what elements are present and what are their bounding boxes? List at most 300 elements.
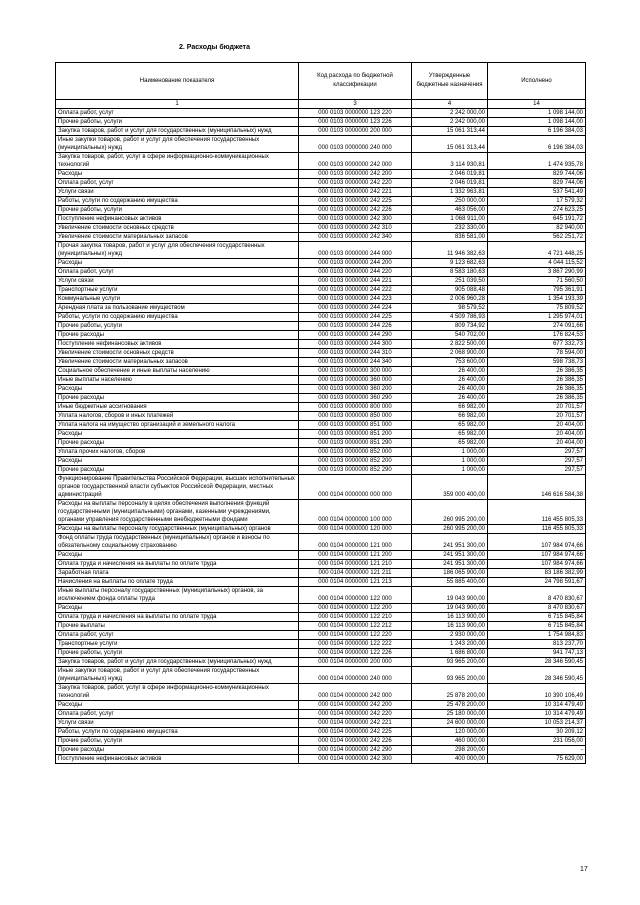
- table-row: [56, 658, 586, 667]
- table-row: [56, 233, 586, 242]
- row-code: 000 0103 0000000 244 310: [299, 349, 412, 358]
- row-name: Прочие работы, услуги: [56, 118, 299, 127]
- table-row: [56, 224, 586, 233]
- row-approved: 66 982,00: [412, 403, 488, 412]
- row-name: Прочие расходы: [56, 466, 299, 475]
- row-executed: 116 455 805,33: [488, 500, 586, 525]
- row-executed: 26 386,35: [488, 376, 586, 385]
- row-code: 000 0103 0000000 200 000: [299, 127, 412, 136]
- row-executed: 297,57: [488, 466, 586, 475]
- row-executed: 274 623,25: [488, 206, 586, 215]
- row-approved: 2 068 900,00: [412, 349, 488, 358]
- row-executed: 10 314 479,49: [488, 701, 586, 710]
- row-approved: 9 123 682,63: [412, 259, 488, 268]
- row-executed: 28 346 590,45: [488, 658, 586, 667]
- table-row: [56, 295, 586, 304]
- table-row: [56, 421, 586, 430]
- row-name: Увеличение стоимости материальных запасов: [56, 358, 299, 367]
- row-name: Фонд оплаты труда государственных (муниципальных) органов и взносы по обязательному социальному страхованию: [56, 534, 299, 551]
- row-approved: 2 930 000,00: [412, 631, 488, 640]
- row-name: Прочие работы, услуги: [56, 737, 299, 746]
- row-code: 000 0103 0000000 852 200: [299, 457, 412, 466]
- row-executed: 795 361,91: [488, 286, 586, 295]
- row-executed: 26 386,35: [488, 394, 586, 403]
- row-executed: 829 744,06: [488, 179, 586, 188]
- row-code: 000 0104 0000000 121 213: [299, 578, 412, 587]
- row-executed: 1 098 144,00: [488, 118, 586, 127]
- table-row: [56, 188, 586, 197]
- row-executed: 8 470 830,67: [488, 587, 586, 604]
- row-name: Заработная плата: [56, 569, 299, 578]
- row-approved: 26 400,00: [412, 376, 488, 385]
- row-executed: 107 984 974,66: [488, 560, 586, 569]
- row-code: 000 0103 0000000 244 300: [299, 340, 412, 349]
- table-row: [56, 179, 586, 188]
- row-name: Уплата налога на имущество организаций и земельного налога: [56, 421, 299, 430]
- row-code: 000 0103 0000000 242 220: [299, 179, 412, 188]
- row-approved: 2 046 019,81: [412, 179, 488, 188]
- row-executed: 4 721 448,25: [488, 242, 586, 259]
- row-code: 000 0103 0000000 244 221: [299, 277, 412, 286]
- table-row: [56, 403, 586, 412]
- row-code: 000 0104 0000000 242 300: [299, 755, 412, 764]
- row-code: 000 0104 0000000 121 000: [299, 534, 412, 551]
- row-name: Оплата работ, услуг: [56, 179, 299, 188]
- row-code: 000 0103 0000000 240 000: [299, 136, 412, 153]
- row-executed: 116 455 805,33: [488, 525, 586, 534]
- table-row: [56, 649, 586, 658]
- row-code: 000 0103 0000000 123 220: [299, 109, 412, 118]
- row-code: 000 0104 0000000 242 225: [299, 728, 412, 737]
- table-row: [56, 448, 586, 457]
- row-approved: 241 951 300,00: [412, 551, 488, 560]
- row-executed: 83 186 382,99: [488, 569, 586, 578]
- row-executed: 82 940,00: [488, 224, 586, 233]
- row-executed: 562 251,72: [488, 233, 586, 242]
- row-approved: 11 946 382,63: [412, 242, 488, 259]
- row-approved: 400 000,00: [412, 755, 488, 764]
- row-executed: 26 386,35: [488, 385, 586, 394]
- row-approved: 1 068 911,00: [412, 215, 488, 224]
- table-row: [56, 551, 586, 560]
- table-row: [56, 746, 586, 755]
- row-approved: 1 000,00: [412, 466, 488, 475]
- table-row: [56, 206, 586, 215]
- table-row: [56, 667, 586, 684]
- table-row: [56, 331, 586, 340]
- row-executed: 598 738,73: [488, 358, 586, 367]
- row-executed: 146 616 584,38: [488, 475, 586, 500]
- row-code: 000 0103 0000000 244 000: [299, 242, 412, 259]
- row-code: 000 0104 0000000 242 226: [299, 737, 412, 746]
- header-name: Наименование показателя: [56, 63, 299, 100]
- row-code: 000 0103 0000000 852 290: [299, 466, 412, 475]
- row-approved: 25 878 200,00: [412, 684, 488, 701]
- row-code: 000 0103 0000000 244 340: [299, 358, 412, 367]
- row-approved: 905 088,48: [412, 286, 488, 295]
- table-row: [56, 197, 586, 206]
- row-approved: 24 600 000,00: [412, 719, 488, 728]
- row-executed: 297,57: [488, 448, 586, 457]
- table-row: [56, 109, 586, 118]
- row-code: 000 0104 0000000 121 200: [299, 551, 412, 560]
- row-code: 000 0103 0000000 242 300: [299, 215, 412, 224]
- header-row: [56, 63, 586, 100]
- row-name: Прочие работы, услуги: [56, 649, 299, 658]
- table-row: [56, 737, 586, 746]
- row-name: Расходы: [56, 170, 299, 179]
- row-approved: 19 043 900,00: [412, 587, 488, 604]
- row-name: Начисления на выплаты по оплате труда: [56, 578, 299, 587]
- row-name: Иные бюджетные ассигнования: [56, 403, 299, 412]
- row-name: Уплата прочих налогов, сборов: [56, 448, 299, 457]
- row-approved: 1 332 963,81: [412, 188, 488, 197]
- row-name: Работы, услуги по содержанию имущества: [56, 313, 299, 322]
- row-executed: 1 354 193,39: [488, 295, 586, 304]
- row-approved: 260 995 200,00: [412, 525, 488, 534]
- row-name: Услуги связи: [56, 188, 299, 197]
- table-row: [56, 457, 586, 466]
- table-row: [56, 640, 586, 649]
- row-approved: 1 000,00: [412, 457, 488, 466]
- table-row: [56, 475, 586, 500]
- table-row: [56, 500, 586, 525]
- row-approved: 26 400,00: [412, 394, 488, 403]
- row-code: 000 0103 0000000 300 000: [299, 367, 412, 376]
- row-name: Оплата работ, услуг: [56, 710, 299, 719]
- row-executed: 231 056,00: [488, 737, 586, 746]
- table-row: [56, 684, 586, 701]
- expenses-table: [55, 62, 586, 764]
- row-executed: 645 191,72: [488, 215, 586, 224]
- table-row: [56, 604, 586, 613]
- row-approved: 55 885 400,00: [412, 578, 488, 587]
- table-row: [56, 136, 586, 153]
- table-row: [56, 367, 586, 376]
- row-executed: 17 579,32: [488, 197, 586, 206]
- table-row: [56, 268, 586, 277]
- row-executed: 75 809,52: [488, 304, 586, 313]
- row-name: Услуги связи: [56, 277, 299, 286]
- row-code: 000 0104 0000000 122 220: [299, 631, 412, 640]
- row-name: Иные выплаты населению: [56, 376, 299, 385]
- row-approved: 298 200,00: [412, 746, 488, 755]
- table-row: [56, 358, 586, 367]
- row-executed: 26 386,35: [488, 367, 586, 376]
- table-row: [56, 534, 586, 551]
- row-code: 000 0104 0000000 121 211: [299, 569, 412, 578]
- row-name: Прочая закупка товаров, работ и услуг для обеспечения государственных (муниципальных) нужд: [56, 242, 299, 259]
- row-name: Прочие расходы: [56, 746, 299, 755]
- row-code: 000 0104 0000000 122 200: [299, 604, 412, 613]
- row-code: 000 0103 0000000 242 226: [299, 206, 412, 215]
- row-executed: 78 594,00: [488, 349, 586, 358]
- row-name: Закупка товаров, работ и услуг для государственных (муниципальных) нужд: [56, 127, 299, 136]
- row-executed: 1 474 935,78: [488, 153, 586, 170]
- row-code: 000 0103 0000000 244 226: [299, 322, 412, 331]
- row-executed: 6 715 845,84: [488, 613, 586, 622]
- row-executed: 3 867 290,99: [488, 268, 586, 277]
- row-approved: 1 243 200,00: [412, 640, 488, 649]
- row-name: Иные выплаты персоналу государственных (муниципальных) органов, за исключением фонда оплаты труда: [56, 587, 299, 604]
- table-row: [56, 430, 586, 439]
- row-approved: 120 000,00: [412, 728, 488, 737]
- row-executed: 107 984 974,66: [488, 534, 586, 551]
- row-code: 000 0104 0000000 122 210: [299, 613, 412, 622]
- row-approved: 251 039,50: [412, 277, 488, 286]
- row-approved: 232 330,00: [412, 224, 488, 233]
- row-code: 000 0103 0000000 242 200: [299, 170, 412, 179]
- row-name: Иные закупки товаров, работ и услуг для обеспечения государственных (муниципальных) нужд: [56, 136, 299, 153]
- row-name: Прочие работы, услуги: [56, 206, 299, 215]
- row-executed: 1 295 974,01: [488, 313, 586, 322]
- row-name: Транспортные услуги: [56, 286, 299, 295]
- row-code: 000 0103 0000000 242 225: [299, 197, 412, 206]
- row-approved: 3 114 930,81: [412, 153, 488, 170]
- row-name: Расходы: [56, 430, 299, 439]
- row-code: 000 0103 0000000 244 224: [299, 304, 412, 313]
- table-row: [56, 349, 586, 358]
- row-executed: 10 390 106,49: [488, 684, 586, 701]
- row-name: Расходы: [56, 604, 299, 613]
- row-approved: 65 982,00: [412, 430, 488, 439]
- table-row: [56, 701, 586, 710]
- row-executed: 941 747,13: [488, 649, 586, 658]
- table-row: [56, 304, 586, 313]
- table-row: [56, 578, 586, 587]
- table-row: [56, 587, 586, 604]
- table-row: [56, 153, 586, 170]
- row-code: 000 0104 0000000 122 212: [299, 622, 412, 631]
- table-row: [56, 719, 586, 728]
- table-row: [56, 127, 586, 136]
- table-row: [56, 728, 586, 737]
- row-name: Работы, услуги по содержанию имущества: [56, 197, 299, 206]
- row-approved: 540 702,00: [412, 331, 488, 340]
- row-approved: 463 056,00: [412, 206, 488, 215]
- table-row: [56, 215, 586, 224]
- row-executed: 4 044 115,52: [488, 259, 586, 268]
- row-name: Функционирование Правительства Российской Федерации, высших исполнительных органов государственной власти субъектов Российской Федерации, местных администраций: [56, 475, 299, 500]
- table-body: [56, 109, 586, 764]
- row-code: 000 0104 0000000 242 200: [299, 701, 412, 710]
- row-approved: 93 965 200,00: [412, 658, 488, 667]
- row-approved: 16 113 900,00: [412, 622, 488, 631]
- row-code: 000 0104 0000000 242 220: [299, 710, 412, 719]
- row-name: Прочие расходы: [56, 394, 299, 403]
- row-name: Увеличение стоимости основных средств: [56, 349, 299, 358]
- row-executed: 24 798 591,67: [488, 578, 586, 587]
- row-approved: 26 400,00: [412, 367, 488, 376]
- row-code: 000 0103 0000000 244 222: [299, 286, 412, 295]
- row-name: Поступление нефинансовых активов: [56, 340, 299, 349]
- table-row: [56, 340, 586, 349]
- row-approved: 2 006 960,28: [412, 295, 488, 304]
- section-title: 2. Расходы бюджета: [179, 44, 250, 51]
- row-executed: 30 209,12: [488, 728, 586, 737]
- row-approved: 2 822 500,00: [412, 340, 488, 349]
- row-code: 000 0103 0000000 244 223: [299, 295, 412, 304]
- row-approved: 66 982,00: [412, 412, 488, 421]
- row-name: Расходы: [56, 457, 299, 466]
- row-executed: 20 701,57: [488, 403, 586, 412]
- row-name: Уплата налогов, сборов и иных платежей: [56, 412, 299, 421]
- row-executed: 20 404,00: [488, 439, 586, 448]
- row-name: Расходы на выплаты персоналу в целях обеспечения выполнения функций государственными (муниципальными) органами, казенными учреждениями, органами управления государственными внебюджетными фондами: [56, 500, 299, 525]
- table-row: [56, 170, 586, 179]
- row-code: 000 0103 0000000 360 000: [299, 376, 412, 385]
- table-row: [56, 613, 586, 622]
- row-code: 000 0104 0000000 200 000: [299, 658, 412, 667]
- row-executed: 28 346 590,45: [488, 667, 586, 684]
- row-approved: 2 242 000,00: [412, 109, 488, 118]
- row-code: 000 0103 0000000 242 310: [299, 224, 412, 233]
- row-executed: 677 332,73: [488, 340, 586, 349]
- row-approved: 98 579,52: [412, 304, 488, 313]
- row-code: 000 0103 0000000 800 000: [299, 403, 412, 412]
- row-executed: 297,57: [488, 457, 586, 466]
- header-approved: Утвержденные бюджетные назначения: [412, 63, 488, 100]
- table-row: [56, 277, 586, 286]
- row-approved: 250 000,00: [412, 197, 488, 206]
- row-executed: 537 541,49: [488, 188, 586, 197]
- row-name: Арендная плата за пользование имуществом: [56, 304, 299, 313]
- row-name: Прочие расходы: [56, 439, 299, 448]
- row-code: 000 0104 0000000 121 210: [299, 560, 412, 569]
- row-code: 000 0104 0000000 120 000: [299, 525, 412, 534]
- row-approved: 1 000,00: [412, 448, 488, 457]
- table-row: [56, 631, 586, 640]
- row-approved: 65 982,00: [412, 421, 488, 430]
- table-row: [56, 622, 586, 631]
- row-code: 000 0103 0000000 244 225: [299, 313, 412, 322]
- row-approved: 836 581,00: [412, 233, 488, 242]
- row-approved: 26 400,00: [412, 385, 488, 394]
- table-row: [56, 412, 586, 421]
- table-row: [56, 560, 586, 569]
- header-executed: Исполнено: [488, 63, 586, 100]
- table-row: [56, 242, 586, 259]
- row-executed: 75 629,00: [488, 755, 586, 764]
- row-approved: 93 965 200,00: [412, 667, 488, 684]
- row-executed: 71 560,50: [488, 277, 586, 286]
- row-name: Закупка товаров, работ, услуг в сфере информационно-коммуникационных технологий: [56, 684, 299, 701]
- table-row: [56, 439, 586, 448]
- page-number: 17: [580, 866, 588, 873]
- table-row: [56, 376, 586, 385]
- row-executed: 107 984 974,66: [488, 551, 586, 560]
- table-row: [56, 394, 586, 403]
- table-row: [56, 322, 586, 331]
- row-executed: 8 470 830,67: [488, 604, 586, 613]
- table-row: [56, 118, 586, 127]
- row-approved: 241 951 300,00: [412, 534, 488, 551]
- row-code: 000 0103 0000000 244 200: [299, 259, 412, 268]
- row-approved: 8 583 180,63: [412, 268, 488, 277]
- row-name: Оплата работ, услуг: [56, 631, 299, 640]
- row-code: 000 0103 0000000 242 221: [299, 188, 412, 197]
- row-code: 000 0104 0000000 240 000: [299, 667, 412, 684]
- row-approved: 186 065 900,00: [412, 569, 488, 578]
- row-approved: 2 242 000,00: [412, 118, 488, 127]
- row-executed: 176 824,53: [488, 331, 586, 340]
- row-name: Расходы: [56, 385, 299, 394]
- header-code: Код расхода по бюджетной классификации: [299, 63, 412, 100]
- row-code: 000 0104 0000000 122 000: [299, 587, 412, 604]
- row-approved: 15 061 313,44: [412, 136, 488, 153]
- row-approved: 15 061 313,44: [412, 127, 488, 136]
- row-code: 000 0103 0000000 851 000: [299, 421, 412, 430]
- row-executed: 813 237,70: [488, 640, 586, 649]
- row-name: Закупка товаров, работ, услуг в сфере информационно-коммуникационных технологий: [56, 153, 299, 170]
- table-row: [56, 259, 586, 268]
- row-code: 000 0103 0000000 242 000: [299, 153, 412, 170]
- row-executed: 6 196 384,03: [488, 127, 586, 136]
- row-name: Прочие выплаты: [56, 622, 299, 631]
- row-executed: 20 701,57: [488, 412, 586, 421]
- column-number-row: [56, 100, 586, 109]
- row-executed: 6 715 845,84: [488, 622, 586, 631]
- row-code: 000 0103 0000000 851 290: [299, 439, 412, 448]
- column-number: 14: [488, 100, 586, 109]
- table-row: [56, 525, 586, 534]
- row-code: 000 0103 0000000 360 290: [299, 394, 412, 403]
- row-name: Транспортные услуги: [56, 640, 299, 649]
- row-name: Увеличение стоимости основных средств: [56, 224, 299, 233]
- row-name: Оплата труда и начисления на выплаты по оплате труда: [56, 613, 299, 622]
- row-name: Услуги связи: [56, 719, 299, 728]
- row-approved: 25 180 000,00: [412, 710, 488, 719]
- table-row: [56, 313, 586, 322]
- row-name: Увеличение стоимости материальных запасов: [56, 233, 299, 242]
- row-executed: 20 404,00: [488, 430, 586, 439]
- table-row: [56, 710, 586, 719]
- row-code: 000 0104 0000000 242 221: [299, 719, 412, 728]
- row-code: 000 0104 0000000 122 222: [299, 640, 412, 649]
- row-code: 000 0104 0000000 242 000: [299, 684, 412, 701]
- table-row: [56, 385, 586, 394]
- row-code: 000 0103 0000000 850 000: [299, 412, 412, 421]
- table-row: [56, 286, 586, 295]
- row-approved: 809 734,92: [412, 322, 488, 331]
- row-name: Коммунальные услуги: [56, 295, 299, 304]
- row-approved: 241 951 300,00: [412, 560, 488, 569]
- row-approved: 4 509 786,93: [412, 313, 488, 322]
- row-name: Социальное обеспечение и иные выплаты населению: [56, 367, 299, 376]
- row-code: 000 0103 0000000 244 220: [299, 268, 412, 277]
- row-approved: 2 046 019,81: [412, 170, 488, 179]
- row-name: Прочие расходы: [56, 331, 299, 340]
- row-name: Закупка товаров, работ и услуг для государственных (муниципальных) нужд: [56, 658, 299, 667]
- row-approved: 359 000 400,00: [412, 475, 488, 500]
- row-code: 000 0104 0000000 100 000: [299, 500, 412, 525]
- row-code: 000 0104 0000000 122 226: [299, 649, 412, 658]
- row-executed: 6 196 384,03: [488, 136, 586, 153]
- row-code: 000 0103 0000000 244 290: [299, 331, 412, 340]
- row-name: Расходы: [56, 701, 299, 710]
- row-executed: 10 314 479,49: [488, 710, 586, 719]
- column-number: 3: [299, 100, 412, 109]
- row-code: 000 0103 0000000 123 226: [299, 118, 412, 127]
- row-executed: -: [488, 746, 586, 755]
- row-approved: 16 113 900,00: [412, 613, 488, 622]
- row-approved: 19 043 900,00: [412, 604, 488, 613]
- row-name: Оплата работ, услуг: [56, 268, 299, 277]
- row-name: Расходы: [56, 551, 299, 560]
- row-code: 000 0103 0000000 242 340: [299, 233, 412, 242]
- row-name: Расходы на выплаты персоналу государственных (муниципальных) органов: [56, 525, 299, 534]
- row-name: Работы, услуги по содержанию имущества: [56, 728, 299, 737]
